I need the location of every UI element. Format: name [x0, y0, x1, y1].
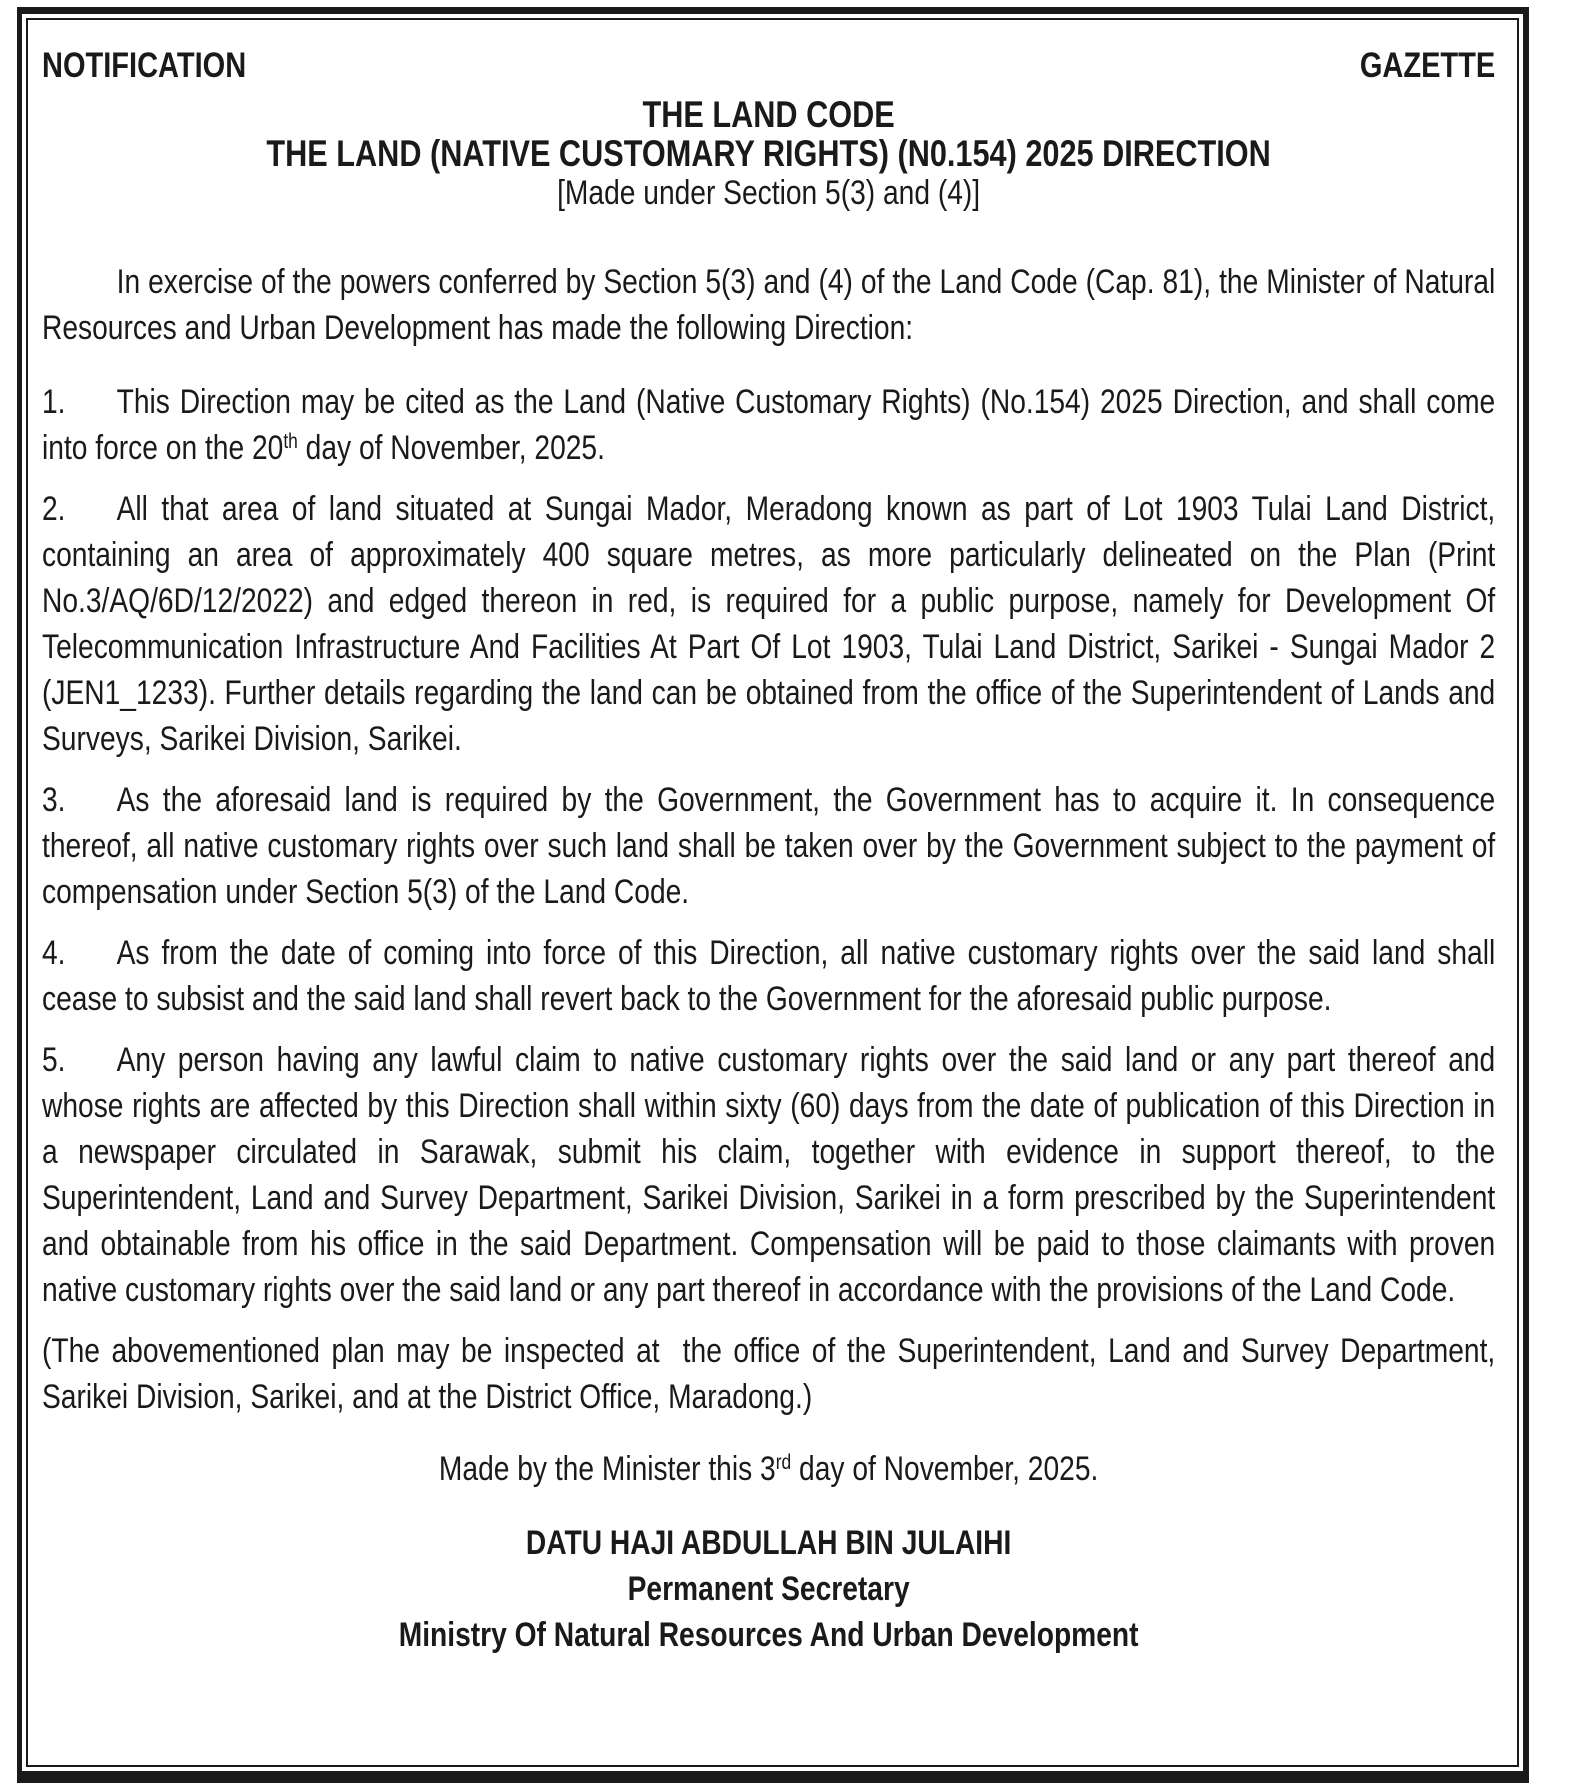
notification-label: NOTIFICATION [42, 46, 247, 85]
clause-4-text: As from the date of coming into force of this Direction, all native customary rights over the said land shall cease to subsist and the said land shall revert back to the Government for the aforesaid public purpose. [42, 934, 1496, 1018]
clause-4-number: 4. [42, 934, 66, 972]
signatory-ministry: Ministry Of Natural Resources And Urban Development [398, 1616, 1139, 1654]
clause-2 [42, 486, 1495, 762]
document-body [42, 42, 1504, 1658]
clause-5 [42, 1037, 1495, 1313]
plan-inspection-note: (The abovementioned plan may be inspected at the office of the Superintendent, Land and Survey Department, Sarikei Division, Sarikei, and at the District Office, Maradong.) [42, 1332, 1504, 1416]
document-subtitle: THE LAND (NATIVE CUSTOMARY RIGHTS) (N0.154) 2025 DIRECTION [266, 133, 1271, 174]
title-block [42, 95, 1495, 213]
clause-1-text-after: day of November, 2025. [297, 429, 605, 467]
gazette-label: GAZETTE [1359, 46, 1496, 85]
clause-1-ordinal-suffix: th [283, 430, 298, 453]
clause-5-text: Any person having any lawful claim to native customary rights over the said land or any part thereof and whose rights are affected by this Direction shall within sixty (60) days from the date of publication of this Direction in a newspaper circulated in Sarawak, submit his claim, together with evidence in support thereof, to the Superintendent, Land and Survey Department, Sarikei Division, Sarikei in a form prescribed by the Superintendent and obtainable from his office in the said Department. Compensation will be paid to those claimants with proven native customary rights over the said land or any part thereof in accordance with the provisions of the Land Code. [42, 1041, 1496, 1309]
clause-1 [42, 379, 1495, 471]
clause-4 [42, 930, 1495, 1022]
signatory-title: Permanent Secretary [627, 1570, 910, 1608]
clause-3 [42, 777, 1495, 915]
signature-block [42, 1520, 1495, 1658]
clause-5-number: 5. [42, 1041, 66, 1079]
document-title: THE LAND CODE [642, 94, 895, 135]
clause-3-text: As the aforesaid land is required by the Government, the Government has to acquire it. In consequence thereof, all native customary rights over such land shall be taken over by the Government subject to the payment of compensation under Section 5(3) of the Land Code. [42, 781, 1496, 911]
clause-1-number: 1. [42, 383, 66, 421]
clause-2-number: 2. [42, 490, 66, 528]
intro-paragraph: In exercise of the powers conferred by Section 5(3) and (4) of the Land Code (Cap. 81), the Minister of Natural Resources and Urban Development has made the following Direction: [42, 263, 1496, 347]
clause-1-text: This Direction may be cited as the Land (Native Customary Rights) (No.154) 2025 Direction, and shall come into force on the 20 [42, 383, 1496, 467]
clause-3-number: 3. [42, 781, 66, 819]
gazette-inner-border [26, 18, 1519, 1767]
made-under-line: [Made under Section 5(3) and (4)] [557, 174, 981, 212]
masthead-row [42, 42, 1495, 89]
made-by-text: Made by the Minister this 3 [438, 1450, 776, 1488]
signatory-name: DATU HAJI ABDULLAH BIN JULAIHI [525, 1524, 1012, 1562]
made-by-ordinal-suffix: rd [775, 1451, 792, 1474]
made-by-line [42, 1446, 1495, 1492]
clause-2-text: All that area of land situated at Sungai Mador, Meradong known as part of Lot 1903 Tulai Land District, containing an area of approximately 400 square metres, as more particularly delineated on the Plan (Print No.3/AQ/6D/12/2022) and edged thereon in red, is required for a public purpose, namely for Development Of Telecommunication Infrastructure And Facilities At Part Of Lot 1903, Tulai Land District, Sarikei - Sungai Mador 2 (JEN1_1233). Further details regarding the land can be obtained from the office of the Superintendent of Lands and Surveys, Sarikei Division, Sarikei. [42, 490, 1496, 758]
made-by-text-after: day of November, 2025. [791, 1450, 1099, 1488]
gazette-double-border [17, 7, 1529, 1783]
